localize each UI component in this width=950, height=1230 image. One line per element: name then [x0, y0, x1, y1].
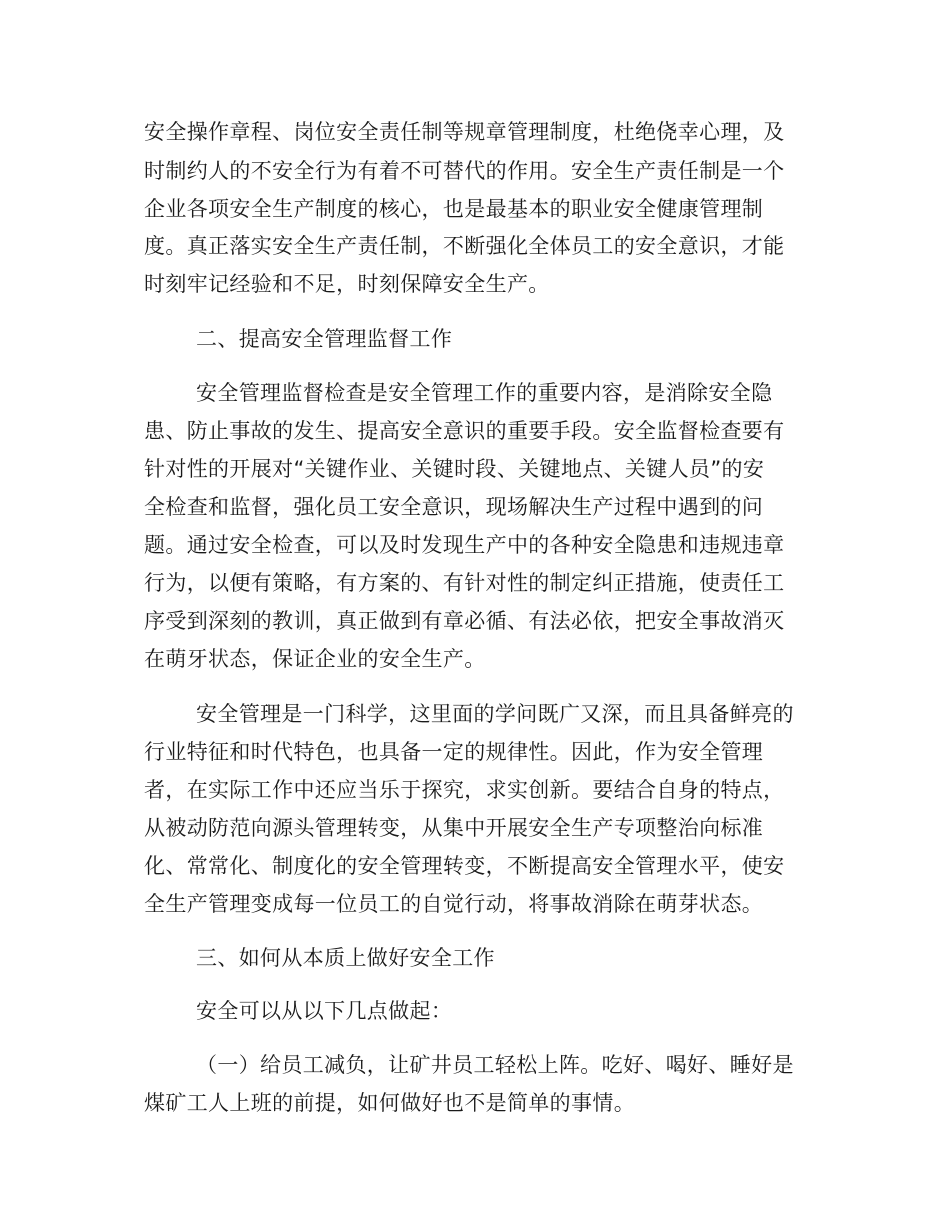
text-line: 全检查和监督，强化员工安全意识，现场解决生产过程中遇到的问 [144, 495, 764, 519]
text-line: 全生产管理变成每一位员工的自觉行动，将事故消除在萌芽状态。 [144, 892, 764, 916]
text-line: 化、常常化、制度化的安全管理转变，不断提高安全管理水平，使安 [144, 854, 785, 878]
paragraph-start-line: 安全管理是一门科学，这里面的学问既广又深，而且具备鲜亮的 [196, 702, 794, 726]
paragraph-start-line: （一）给员工减负，让矿井员工轻松上阵。吃好、喝好、睡好是 [196, 1053, 794, 1077]
text-line: 序受到深刻的教训，真正做到有章必循、有法必依，把安全事故消灭 [144, 609, 785, 633]
text-line: 题。通过安全检查，可以及时发现生产中的各种安全隐患和违规违章 [144, 533, 785, 557]
section-heading: 二、提高安全管理监督工作 [196, 327, 453, 351]
text-line: 度。真正落实安全生产责任制，不断强化全体员工的安全意识，才能 [144, 234, 785, 258]
text-line: 者，在实际工作中还应当乐于探究，求实创新。要结合自身的特点， [144, 778, 785, 802]
text-line: 安全操作章程、岗位安全责任制等规章管理制度，杜绝侥幸心理，及 [144, 120, 785, 144]
text-line: 煤矿工人上班的前提，如何做好也不是简单的事情。 [144, 1091, 636, 1115]
text-line: 时刻牢记经验和不足，时刻保障安全生产。 [144, 272, 550, 296]
paragraph-start-line: 安全管理监督检查是安全管理工作的重要内容，是消除安全隐 [196, 381, 773, 405]
text-line: 从被动防范向源头管理转变，从集中开展安全生产专项整治向标准 [144, 816, 764, 840]
text-line: 企业各项安全生产制度的核心，也是最基本的职业安全健康管理制 [144, 197, 764, 221]
text-line: 针对性的开展对“关键作业、关键时段、关键地点、关键人员”的安 [144, 457, 765, 481]
text-line: 行业特征和时代特色，也具备一定的规律性。因此，作为安全管理 [144, 740, 764, 764]
paragraph-start-line: 安全可以从以下几点做起： [196, 999, 453, 1023]
section-heading: 三、如何从本质上做好安全工作 [196, 946, 495, 970]
text-line: 在萌牙状态，保证企业的安全生产。 [144, 647, 486, 671]
text-line: 时制约人的不安全行为有着不可替代的作用。安全生产责任制是一个 [144, 159, 785, 183]
text-line: 行为，以便有策略，有方案的、有针对性的制定纠正措施，使责任工 [144, 571, 785, 595]
text-line: 患、防止事故的发生、提高安全意识的重要手段。安全监督检查要有 [144, 419, 785, 443]
